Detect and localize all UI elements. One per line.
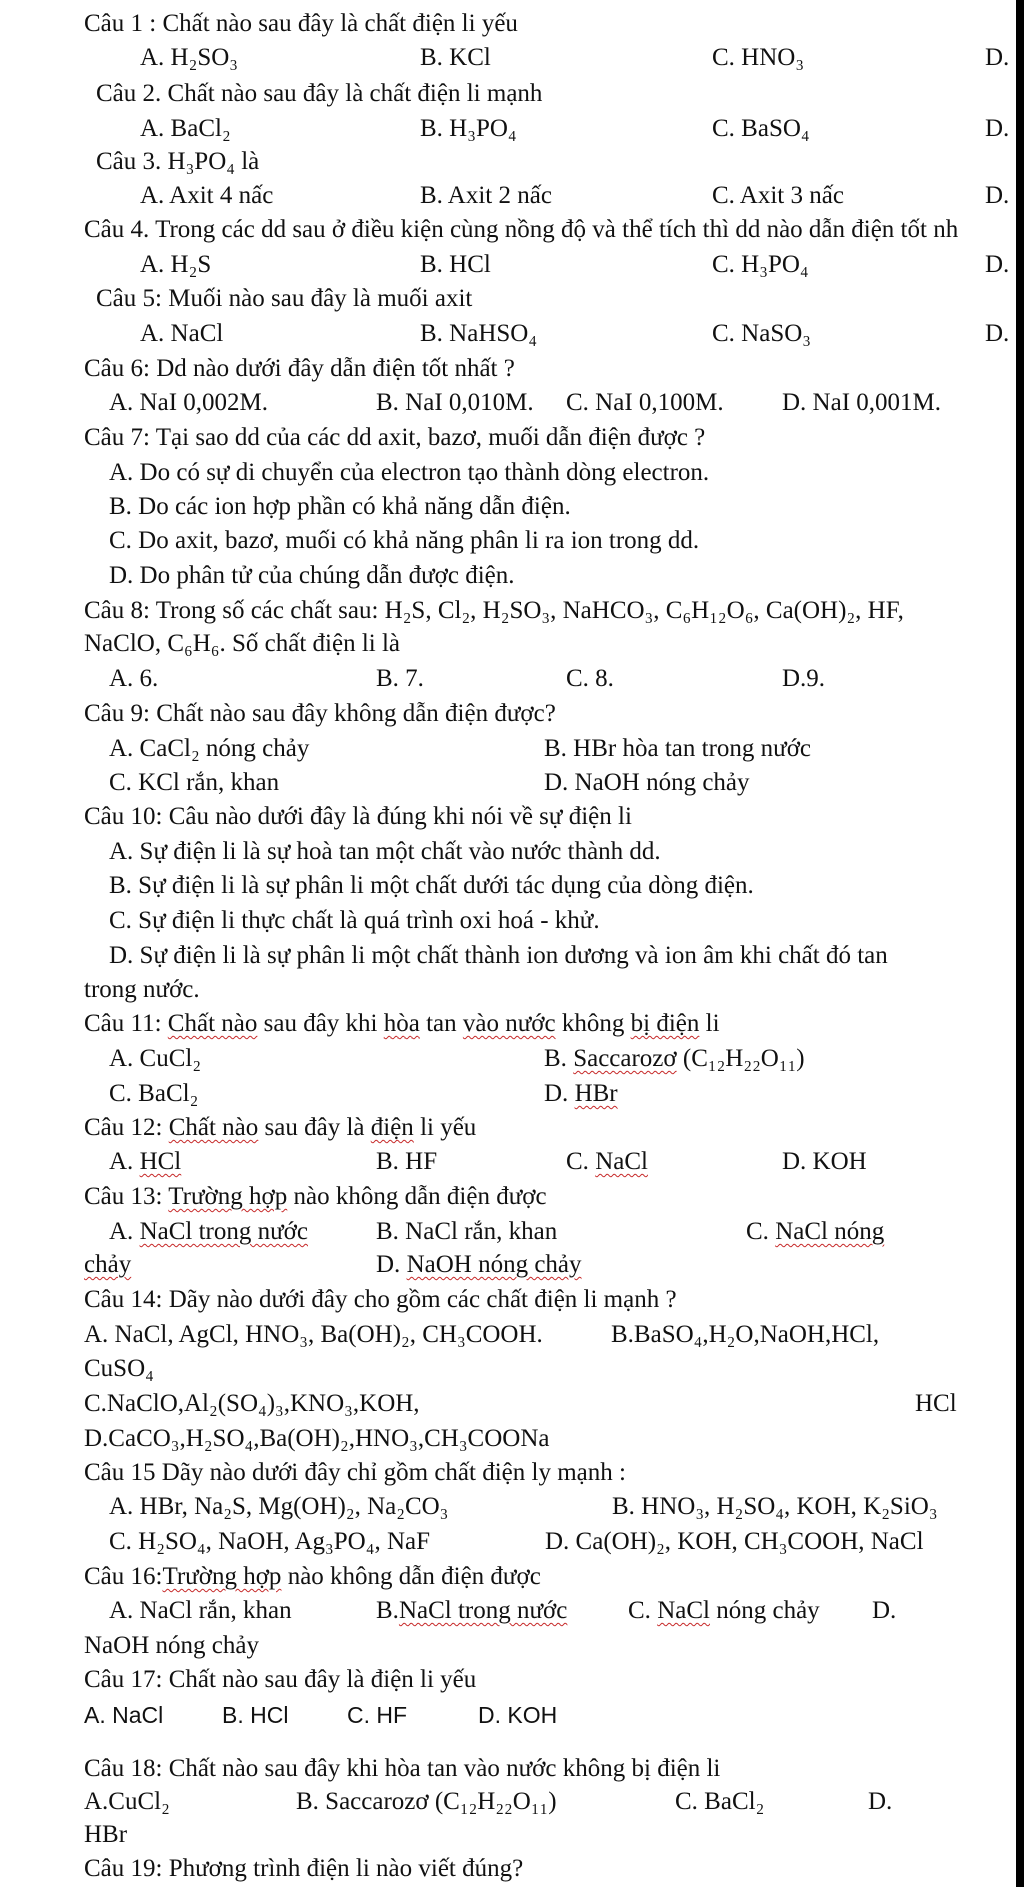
question-7-option-b: B. Do các ion hợp phần có khả năng dẫn điện. [109, 493, 571, 520]
question-10-option-d-continued: trong nước. [84, 976, 200, 1003]
question-2-option-d: D. [985, 115, 1010, 142]
question-18-stem: Câu 18: Chất nào sau đây khi hòa tan vào nước không bị điện li [84, 1755, 721, 1782]
question-15-stem: Câu 15 Dãy nào dưới đây chỉ gồm chất điện ly mạnh : [84, 1459, 626, 1486]
question-9-option-c: C. KCl rắn, khan [109, 769, 280, 796]
question-10-option-c: C. Sự điện li thực chất là quá trình oxi hoá - khử. [109, 907, 600, 934]
question-13-option-c: C. NaCl nóng [746, 1218, 885, 1245]
question-9-stem: Câu 9: Chất nào sau đây không dẫn điện được? [84, 700, 556, 727]
question-15-option-b: B. HNO₃, H₂SO₄, KOH, K₂SiO₃ [612, 1493, 938, 1520]
question-14-option-b: B.BaSO₄,H₂O,NaOH,HCl, [611, 1321, 880, 1348]
question-5-stem: Câu 5: Muối nào sau đây là muối axit [96, 285, 473, 312]
question-17-option-b: B. HCl [222, 1702, 289, 1728]
question-6-option-a: A. NaI 0,002M. [109, 389, 269, 416]
question-6-stem: Câu 6: Dd nào dưới đây dẫn điện tốt nhất ? [84, 355, 515, 382]
question-1-option-d: D. [985, 44, 1010, 71]
question-12-option-d: D. KOH [782, 1148, 867, 1175]
question-10-option-a: A. Sự điện li là sự hoà tan một chất vào nước thành dd. [109, 838, 661, 865]
question-4-option-d: D. [985, 251, 1010, 278]
question-4-option-b: B. HCl [420, 251, 491, 278]
page-edge [1016, 0, 1024, 1887]
question-17-option-c: C. HF [347, 1702, 408, 1728]
question-17-option-d: D. KOH [478, 1702, 558, 1728]
question-18-option-d-continued: HBr [84, 1821, 128, 1848]
question-18-option-a: A.CuCl₂ [84, 1788, 170, 1815]
question-14-option-c: C.NaClO,Al₂(SO₄)₃,KNO₃,KOH, [84, 1390, 420, 1417]
question-17-option-a: A. NaCl [84, 1702, 164, 1728]
question-15-option-c: C. H₂SO₄, NaOH, Ag₃PO₄, NaF [109, 1528, 430, 1555]
question-6-option-d: D. NaI 0,001M. [782, 389, 942, 416]
question-15-option-d: D. Ca(OH)₂, KOH, CH₃COOH, NaCl [545, 1528, 924, 1555]
question-12-option-b: B. HF [376, 1148, 438, 1175]
question-8-option-b: B. 7. [376, 665, 424, 692]
question-16-option-c: C. NaCl nóng chảy [628, 1597, 820, 1624]
question-5-option-c: C. NaSO₃ [712, 320, 811, 347]
question-13-option-b: B. NaCl rắn, khan [376, 1218, 558, 1245]
question-10-option-d: D. Sự điện li là sự phân li một chất thành ion dương và ion âm khi chất đó tan [109, 942, 888, 969]
question-13-option-d: D. NaOH nóng chảy [376, 1251, 582, 1278]
question-4-option-c: C. H₃PO₄ [712, 251, 809, 278]
question-2-option-b: B. H₃PO₄ [420, 115, 517, 142]
question-16-stem: Câu 16:Trường hợp nào không dẫn điện được [84, 1563, 541, 1590]
question-9-option-b: B. HBr hòa tan trong nước [544, 735, 812, 762]
question-18-option-d: D. [868, 1788, 893, 1815]
question-12-stem: Câu 12: Chất nào sau đây là điện li yếu [84, 1114, 477, 1141]
question-4-option-a: A. H₂S [140, 251, 212, 278]
question-14-option-a: A. NaCl, AgCl, HNO₃, Ba(OH)₂, CH₃COOH. [84, 1321, 543, 1348]
question-10-stem: Câu 10: Câu nào dưới đây là đúng khi nói về sự điện li [84, 803, 632, 830]
question-16-option-b: B.NaCl trong nước [376, 1597, 568, 1624]
question-3-stem: Câu 3. H₃PO₄ là [96, 148, 260, 175]
question-4-stem: Câu 4. Trong các dd sau ở điều kiện cùng nồng độ và thể tích thì dd nào dẫn điện tốt nh [84, 216, 959, 243]
question-1-option-c: C. HNO₃ [712, 44, 805, 71]
question-2-stem: Câu 2. Chất nào sau đây là chất điện li mạnh [96, 80, 543, 107]
question-1-option-a: A. H₂SO₃ [140, 44, 238, 71]
question-2-option-c: C. BaSO₄ [712, 115, 810, 142]
question-12-option-a: A. HCl [109, 1148, 182, 1175]
question-7-option-d: D. Do phân tử của chúng dẫn được điện. [109, 562, 515, 589]
question-2-option-a: A. BaCl₂ [140, 115, 231, 142]
question-16-option-d-continued: NaOH nóng chảy [84, 1632, 259, 1659]
question-8-stem-line2: NaClO, C₆H₆. Số chất điện li là [84, 630, 401, 657]
question-1-option-b: B. KCl [420, 44, 491, 71]
question-10-option-b: B. Sự điện li là sự phân li một chất dưới tác dụng của dòng điện. [109, 872, 754, 899]
question-16-option-d: D. [872, 1597, 897, 1624]
question-1-stem: Câu 1 : Chất nào sau đây là chất điện li yếu [84, 10, 518, 37]
question-5-option-b: B. NaHSO₄ [420, 320, 538, 347]
question-5-option-a: A. NaCl [140, 320, 224, 347]
question-8-option-c: C. 8. [566, 665, 614, 692]
question-14-option-b-continued: CuSO₄ [84, 1355, 154, 1382]
question-11-option-c: C. BaCl₂ [109, 1080, 199, 1107]
question-12-option-c: C. NaCl [566, 1148, 648, 1175]
question-7-option-a: A. Do có sự di chuyển của electron tạo thành dòng electron. [109, 459, 710, 486]
question-17-stem: Câu 17: Chất nào sau đây là điện li yếu [84, 1666, 477, 1693]
question-13-option-c-continued: chảy [84, 1251, 132, 1278]
question-16-option-a: A. NaCl rắn, khan [109, 1597, 292, 1624]
question-11-option-b: B. Saccarozơ (C₁₂H₂₂O₁₁) [544, 1045, 805, 1072]
question-6-option-c: C. NaI 0,100M. [566, 389, 724, 416]
question-8-option-a: A. 6. [109, 665, 159, 692]
question-14-option-d: D.CaCO₃,H₂SO₄,Ba(OH)₂,HNO₃,CH₃COONa [84, 1425, 550, 1452]
question-8-option-d: D.9. [782, 665, 826, 692]
question-18-option-b: B. Saccarozơ (C₁₂H₂₂O₁₁) [296, 1788, 557, 1815]
question-19-stem: Câu 19: Phương trình điện li nào viết đúng? [84, 1855, 524, 1882]
question-6-option-b: B. NaI 0,010M. [376, 389, 534, 416]
question-15-option-a: A. HBr, Na₂S, Mg(OH)₂, Na₂CO₃ [109, 1493, 449, 1520]
question-5-option-d: D. [985, 320, 1010, 347]
question-11-option-a: A. CuCl₂ [109, 1045, 202, 1072]
question-13-option-a: A. NaCl trong nước [109, 1218, 308, 1245]
question-14-option-c-end: HCl [915, 1390, 957, 1417]
question-3-option-c: C. Axit 3 nấc [712, 182, 844, 209]
question-7-option-c: C. Do axit, bazơ, muối có khả năng phân li ra ion trong dd. [109, 527, 700, 554]
question-3-option-b: B. Axit 2 nấc [420, 182, 552, 209]
question-11-option-d: D. HBr [544, 1080, 618, 1107]
question-7-stem: Câu 7: Tại sao dd của các dd axit, bazơ, muối dẫn điện được ? [84, 424, 706, 451]
question-13-stem: Câu 13: Trường hợp nào không dẫn điện được [84, 1183, 547, 1210]
question-9-option-a: A. CaCl₂ nóng chảy [109, 735, 310, 762]
question-11-stem: Câu 11: Chất nào sau đây khi hòa tan vào nước không bị điện li [84, 1010, 720, 1037]
question-14-stem: Câu 14: Dãy nào dưới đây cho gồm các chất điện li mạnh ? [84, 1286, 677, 1313]
question-8-stem-line1: Câu 8: Trong số các chất sau: H₂S, Cl₂, H₂SO₃, NaHCO₃, C₆H₁₂O₆, Ca(OH)₂, HF, [84, 597, 904, 624]
question-3-option-d: D. [985, 182, 1010, 209]
question-3-option-a: A. Axit 4 nấc [140, 182, 274, 209]
question-18-option-c: C. BaCl₂ [675, 1788, 765, 1815]
question-9-option-d: D. NaOH nóng chảy [544, 769, 750, 796]
